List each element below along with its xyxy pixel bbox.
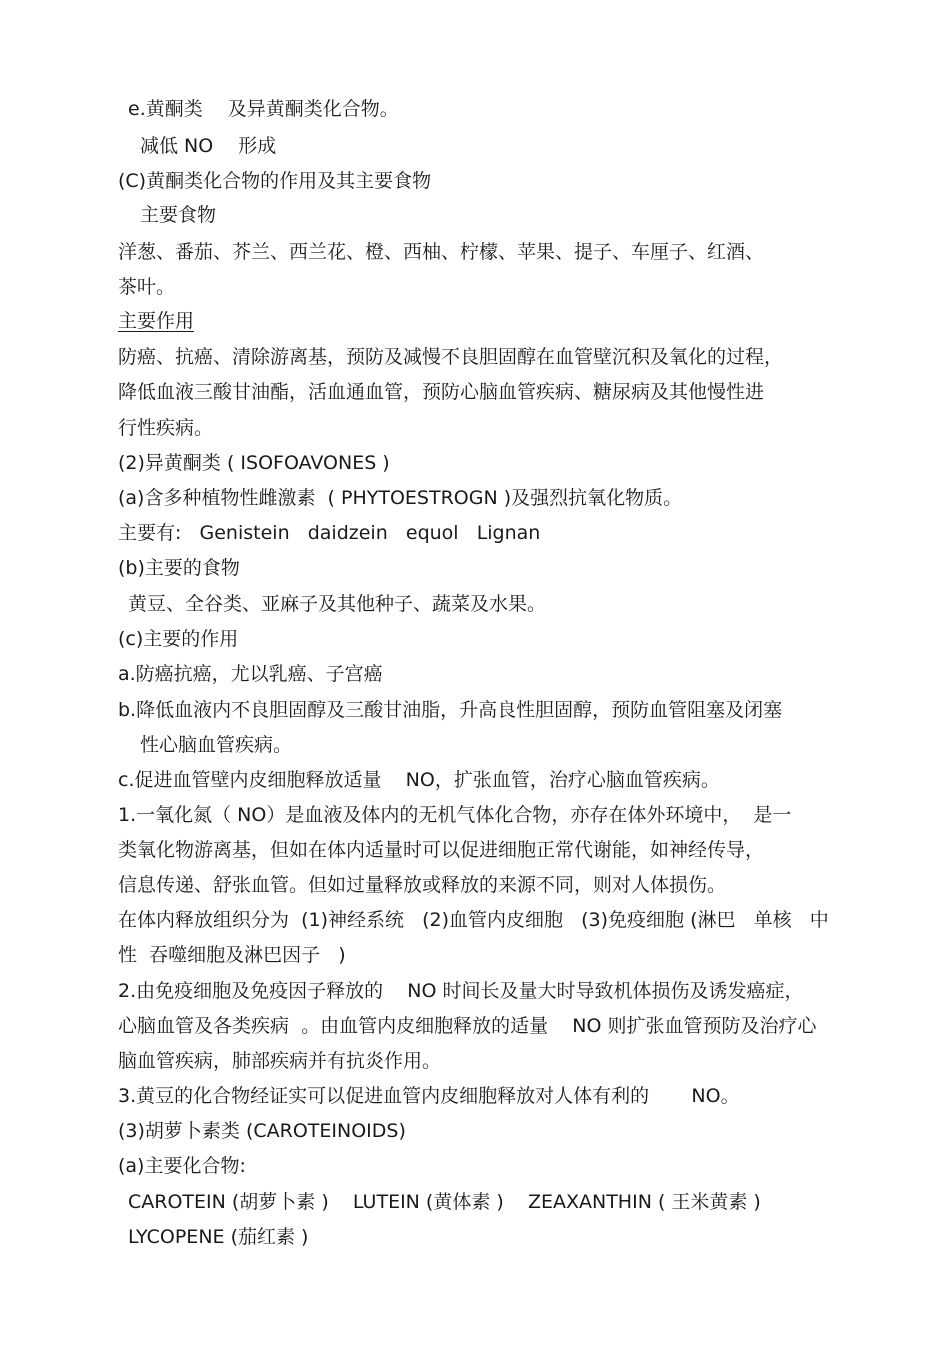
list-item: c.促进血管壁内皮细胞释放适量 NO，扩张血管，治疗心脑血管疾病。 [118, 769, 720, 791]
numbered-paragraph: 1.一氧化氮（ NO）是血液及体内的无机气体化合物，亦存在体外环境中， 是一 [118, 804, 792, 826]
list-item: a.防癌抗癌，尤以乳癌、子宫癌 [118, 663, 383, 685]
paragraph-line: 防癌、抗癌、清除游离基，预防及减慢不良胆固醇在血管壁沉积及氧化的过程， [118, 346, 784, 368]
paragraph-line: 降低血液三酸甘油酯，活血通血管，预防心脑血管疾病、糖尿病及其他慢性进 [118, 381, 765, 403]
paragraph-line: 心脑血管及各类疾病 。由血管内皮细胞释放的适量 NO 则扩张血管预防及治疗心 [118, 1015, 817, 1037]
numbered-paragraph: 3.黄豆的化合物经证实可以促进血管内皮细胞释放对人体有利的 NO。 [118, 1085, 740, 1107]
paragraph-line: 类氧化物游离基，但如在体内适量时可以促进细胞正常代谢能，如神经传导， [118, 839, 765, 861]
paragraph-line: 信息传递、舒张血管。但如过量释放或释放的来源不同，则对人体损伤。 [118, 874, 727, 896]
compound-list-line: CAROTEIN (胡萝卜素 ) LUTEIN (黄体素 ) ZEAXANTHIN ( 王米黄素 ) [128, 1191, 761, 1213]
paragraph-line: 黄豆、全谷类、亚麻子及其他种子、蔬菜及水果。 [128, 593, 547, 615]
paragraph-line: 性 吞噬细胞及淋巴因子 ) [118, 944, 346, 966]
line-flavonoid-heading: e.黄酮类 及异黄酮类化合物。 [128, 98, 399, 120]
section-heading-carotenoids: (3)胡萝卜素类 (CAROTEINOIDS) [118, 1120, 406, 1142]
compound-list-line: LYCOPENE (茄红素 ) [128, 1226, 309, 1248]
subheading-c: (c)主要的作用 [118, 628, 239, 650]
section-heading-c: (C)黄酮类化合物的作用及其主要食物 [118, 170, 432, 192]
list-item: b.降低血液内不良胆固醇及三酸甘油脂，升高良性胆固醇，预防血管阻塞及闭塞 [118, 699, 783, 721]
section-heading-isoflavones: (2)异黄酮类 ( ISOFOAVONES ) [118, 452, 390, 474]
paragraph-line: 茶叶。 [118, 276, 176, 298]
subheading-a: (a)主要化合物: [118, 1155, 246, 1177]
subheading-main-foods: 主要食物 [140, 204, 217, 226]
numbered-paragraph: 2.由免疫细胞及免疫因子释放的 NO 时间长及量大时导致机体损伤及诱发癌症， [118, 980, 804, 1002]
line-reduce-no: 减低 NO 形成 [140, 135, 277, 157]
paragraph-line: (a)含多种植物性雌激素 ( PHYTOESTROGN )及强烈抗氧化物质。 [118, 487, 683, 509]
paragraph-line: 主要有: Genistein daidzein equol Lignan [118, 522, 541, 544]
subheading-b: (b)主要的食物 [118, 557, 240, 579]
paragraph-line: 洋葱、番茄、芥兰、西兰花、橙、西柚、柠檬、苹果、提子、车厘子、红酒、 [118, 241, 765, 263]
paragraph-line: 在体内释放组织分为 (1)神经系统 (2)血管内皮细胞 (3)免疫细胞 (淋巴 单核 中 [118, 909, 829, 931]
subheading-main-effects: 主要作用 [118, 310, 195, 332]
paragraph-line: 脑血管疾病，肺部疾病并有抗炎作用。 [118, 1050, 442, 1072]
list-item-continuation: 性心脑血管疾病。 [140, 734, 293, 756]
paragraph-line: 行性疾病。 [118, 417, 214, 439]
